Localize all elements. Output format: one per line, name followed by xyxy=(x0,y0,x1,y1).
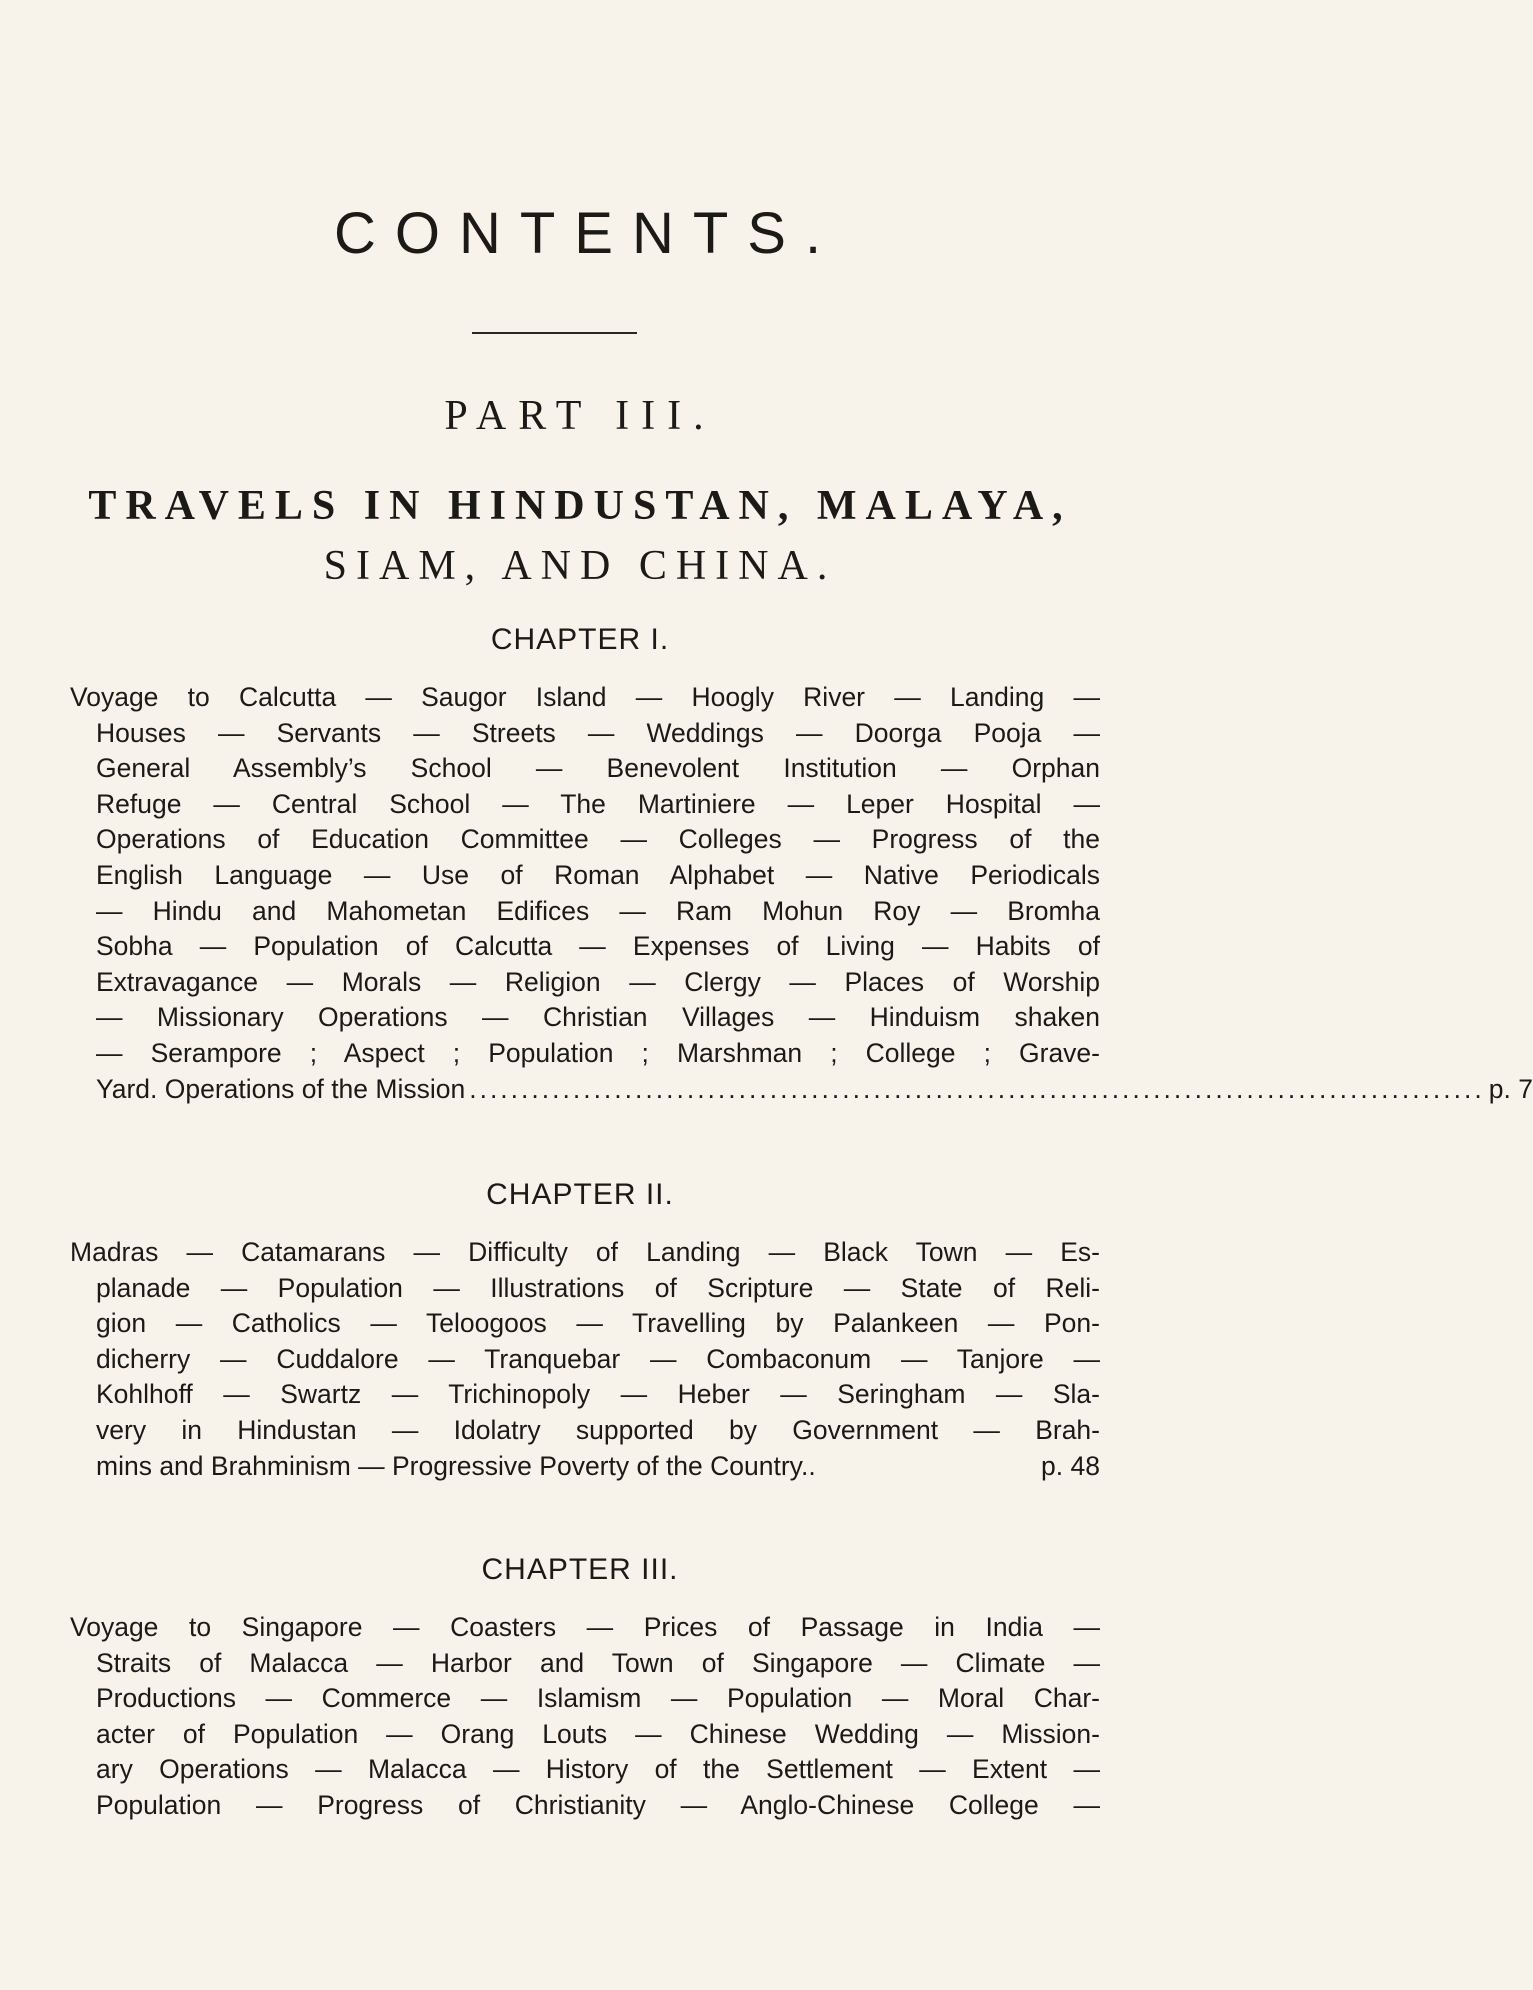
chapter-2-last-line xyxy=(70,1449,1100,1485)
chapter-1-last-text: Yard. Operations of the Mission xyxy=(96,1073,466,1104)
chapter-3-line: acter of Population — Orang Louts — Chinese Wedding — Mission- xyxy=(96,1718,1100,1749)
chapter-3-line: Population — Progress of Christianity — Anglo-Chinese College — xyxy=(96,1789,1100,1820)
chapter-1-line: General Assembly’s School — Benevolent Institution — Orphan xyxy=(96,753,1100,784)
title-rule xyxy=(472,332,637,334)
chapter-1-line: English Language — Use of Roman Alphabet — Native Periodicals xyxy=(96,859,1100,890)
chapter-1-line: Houses — Servants — Streets — Weddings — Doorga Pooja — xyxy=(96,717,1100,748)
chapter-1-line: — Hindu and Mahometan Edifices — Ram Mohun Roy — Bromha xyxy=(96,895,1100,926)
chapter-1-line: Refuge — Central School — The Martiniere — Leper Hospital — xyxy=(96,788,1100,819)
chapter-3-line: ary Operations — Malacca — History of the Settlement — Extent — xyxy=(96,1754,1100,1785)
chapter-2-line: gion — Catholics — Teloogoos — Travelling by Palankeen — Pon- xyxy=(96,1308,1100,1339)
chapter-2-line: dicherry — Cuddalore — Tranquebar — Combaconum — Tanjore — xyxy=(96,1343,1100,1374)
chapter-1-line: Voyage to Calcutta — Saugor Island — Hoogly River — Landing — xyxy=(70,682,1100,712)
chapter-3-line: Productions — Commerce — Islamism — Population — Moral Char- xyxy=(96,1683,1100,1714)
chapter-3-heading: CHAPTER III. xyxy=(481,1553,679,1586)
chapter-1-line: Extravagance — Morals — Religion — Clergy — Places of Worship xyxy=(96,966,1100,997)
chapter-3-summary xyxy=(70,1610,1100,1824)
chapter-1-line: Sobha — Population of Calcutta — Expenses of Living — Habits of xyxy=(96,931,1100,962)
chapter-2-line: Kohlhoff — Swartz — Trichinopoly — Heber — Seringham — Sla- xyxy=(96,1379,1100,1410)
chapter-3-line: Straits of Malacca — Harbor and Town of Singapore — Climate — xyxy=(96,1647,1100,1678)
contents-heading: CONTENTS. xyxy=(333,201,841,266)
chapter-2-page-ref: p. 48 xyxy=(1041,1450,1100,1481)
dot-leader: .................................................................................................. xyxy=(469,1073,1485,1104)
chapter-1-line: — Serampore ; Aspect ; Population ; Marshman ; College ; Grave- xyxy=(96,1037,1100,1068)
section-title-line-2: SIAM, AND CHINA. xyxy=(323,543,837,589)
section-title-line-1: TRAVELS IN HINDUSTAN, MALAYA, xyxy=(88,483,1072,529)
chapter-2-line: planade — Population — Illustrations of Scripture — State of Reli- xyxy=(96,1272,1100,1303)
chapter-2-last-text: mins and Brahminism — Progressive Poverty of the Country.. xyxy=(96,1450,816,1481)
chapter-1-heading: CHAPTER I. xyxy=(490,623,670,656)
chapter-1-last-line xyxy=(70,1072,1533,1108)
chapter-2-line: Madras — Catamarans — Difficulty of Landing — Black Town — Es- xyxy=(70,1237,1100,1267)
chapter-2-line: very in Hindustan — Idolatry supported by Government — Brah- xyxy=(96,1414,1100,1445)
chapter-2-summary xyxy=(70,1235,1100,1484)
part-heading: PART III. xyxy=(444,393,716,439)
chapter-2-heading: CHAPTER II. xyxy=(486,1178,674,1211)
chapter-1-page-ref: p. 7 xyxy=(1488,1073,1533,1104)
chapter-1-line: Operations of Education Committee — Colleges — Progress of the xyxy=(96,824,1100,855)
chapter-3-line: Voyage to Singapore — Coasters — Prices of Passage in India — xyxy=(70,1612,1100,1642)
chapter-1-line: — Missionary Operations — Christian Villages — Hinduism shaken xyxy=(96,1002,1100,1033)
chapter-1-summary xyxy=(70,680,1533,1107)
